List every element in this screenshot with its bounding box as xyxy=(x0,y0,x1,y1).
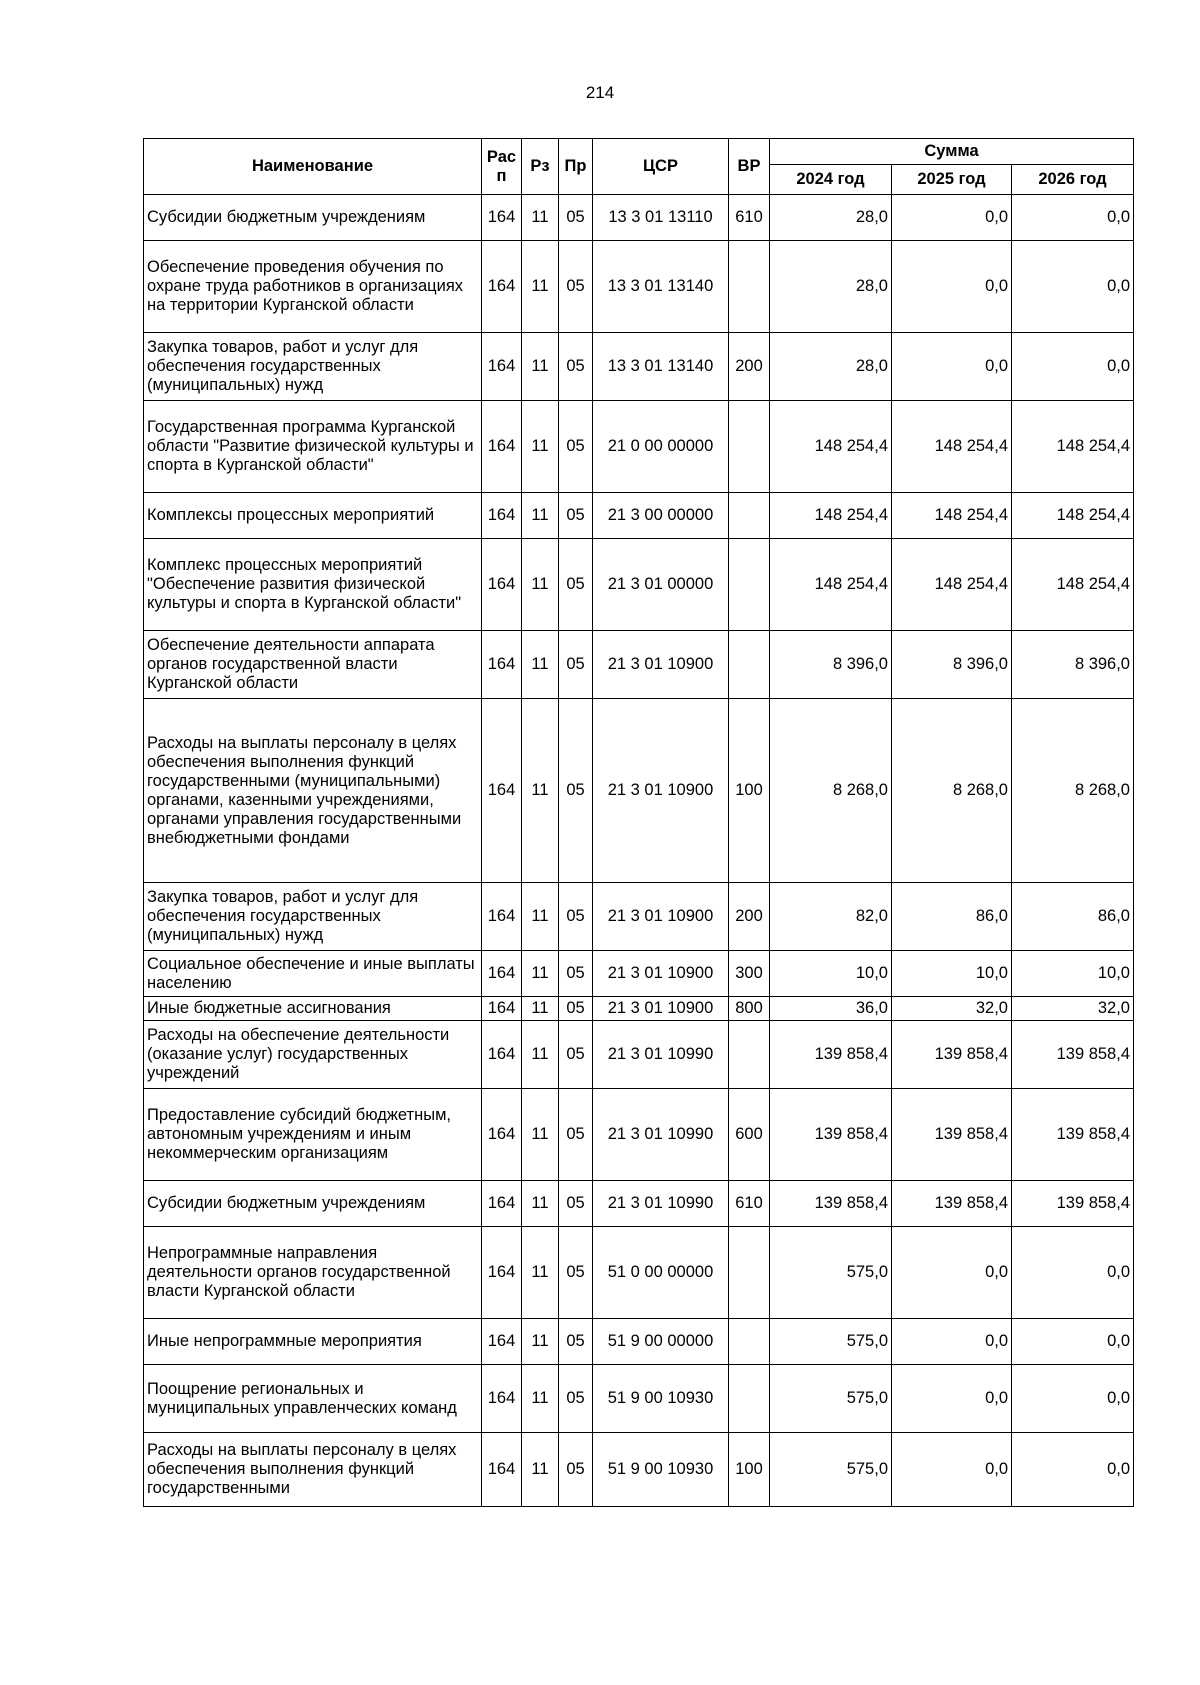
row-sum-2024: 575,0 xyxy=(770,1227,892,1319)
row-name: Поощрение региональных и муниципальных управленческих команд xyxy=(144,1365,482,1433)
row-sum-2024: 575,0 xyxy=(770,1319,892,1365)
table-row xyxy=(144,493,1134,539)
row-sum-2025: 0,0 xyxy=(892,1365,1012,1433)
row-vr: 200 xyxy=(729,333,770,401)
row-csr: 21 3 01 10900 xyxy=(593,951,729,997)
row-sum-2025: 0,0 xyxy=(892,1433,1012,1507)
row-rasp: 164 xyxy=(482,1181,522,1227)
row-name: Предоставление субсидий бюджетным, автономным учреждениям и иным некоммерческим организациям xyxy=(144,1089,482,1181)
row-vr xyxy=(729,493,770,539)
row-pr: 05 xyxy=(559,195,593,241)
row-rz: 11 xyxy=(522,699,559,883)
row-rz: 11 xyxy=(522,1365,559,1433)
row-vr: 600 xyxy=(729,1089,770,1181)
row-pr: 05 xyxy=(559,1365,593,1433)
row-sum-2024: 148 254,4 xyxy=(770,493,892,539)
row-sum-2025: 0,0 xyxy=(892,241,1012,333)
row-rz: 11 xyxy=(522,539,559,631)
table-row xyxy=(144,997,1134,1021)
row-csr: 21 0 00 00000 xyxy=(593,401,729,493)
table-row xyxy=(144,333,1134,401)
row-rasp: 164 xyxy=(482,1365,522,1433)
row-sum-2025: 0,0 xyxy=(892,333,1012,401)
row-sum-2024: 575,0 xyxy=(770,1365,892,1433)
row-pr: 05 xyxy=(559,1433,593,1507)
row-csr: 51 9 00 10930 xyxy=(593,1365,729,1433)
row-csr: 21 3 00 00000 xyxy=(593,493,729,539)
header-rz: Рз xyxy=(522,139,559,195)
row-pr: 05 xyxy=(559,1089,593,1181)
row-csr: 13 3 01 13140 xyxy=(593,333,729,401)
row-sum-2026: 86,0 xyxy=(1012,883,1134,951)
row-name: Обеспечение деятельности аппарата органов государственной власти Курганской области xyxy=(144,631,482,699)
row-sum-2025: 139 858,4 xyxy=(892,1181,1012,1227)
row-sum-2026: 10,0 xyxy=(1012,951,1134,997)
row-vr: 100 xyxy=(729,699,770,883)
row-rz: 11 xyxy=(522,195,559,241)
row-rasp: 164 xyxy=(482,241,522,333)
row-rz: 11 xyxy=(522,883,559,951)
row-rz: 11 xyxy=(522,1021,559,1089)
row-rasp: 164 xyxy=(482,539,522,631)
header-rasp: Рас п xyxy=(482,139,522,195)
row-sum-2025: 0,0 xyxy=(892,1227,1012,1319)
table-row xyxy=(144,195,1134,241)
row-vr xyxy=(729,1021,770,1089)
row-sum-2025: 0,0 xyxy=(892,1319,1012,1365)
row-sum-2024: 28,0 xyxy=(770,195,892,241)
row-name: Закупка товаров, работ и услуг для обеспечения государственных (муниципальных) нужд xyxy=(144,883,482,951)
row-rasp: 164 xyxy=(482,1227,522,1319)
row-rasp: 164 xyxy=(482,699,522,883)
row-csr: 21 3 01 10900 xyxy=(593,997,729,1021)
row-csr: 51 0 00 00000 xyxy=(593,1227,729,1319)
row-sum-2025: 148 254,4 xyxy=(892,493,1012,539)
row-sum-2024: 148 254,4 xyxy=(770,401,892,493)
row-sum-2024: 10,0 xyxy=(770,951,892,997)
row-sum-2025: 139 858,4 xyxy=(892,1089,1012,1181)
table-body xyxy=(144,195,1134,1507)
row-sum-2024: 82,0 xyxy=(770,883,892,951)
row-sum-2024: 139 858,4 xyxy=(770,1089,892,1181)
row-name: Субсидии бюджетным учреждениям xyxy=(144,1181,482,1227)
row-pr: 05 xyxy=(559,1227,593,1319)
row-rasp: 164 xyxy=(482,1319,522,1365)
row-sum-2026: 148 254,4 xyxy=(1012,401,1134,493)
row-vr xyxy=(729,631,770,699)
table-row xyxy=(144,401,1134,493)
row-vr: 610 xyxy=(729,1181,770,1227)
row-sum-2026: 8 396,0 xyxy=(1012,631,1134,699)
row-name: Комплекс процессных мероприятий "Обеспечение развития физической культуры и спорта в Курганской области" xyxy=(144,539,482,631)
row-sum-2025: 0,0 xyxy=(892,195,1012,241)
row-sum-2024: 28,0 xyxy=(770,333,892,401)
row-pr: 05 xyxy=(559,883,593,951)
table-header xyxy=(144,139,1134,195)
row-vr: 610 xyxy=(729,195,770,241)
row-sum-2025: 10,0 xyxy=(892,951,1012,997)
row-name: Расходы на выплаты персоналу в целях обеспечения выполнения функций государственными (муниципальными) органами, казенными учреждениями, органами управления государственными внебюджетными фондами xyxy=(144,699,482,883)
row-sum-2025: 86,0 xyxy=(892,883,1012,951)
row-vr xyxy=(729,241,770,333)
table-row xyxy=(144,1181,1134,1227)
header-sum: Сумма xyxy=(770,139,1134,165)
row-sum-2024: 139 858,4 xyxy=(770,1181,892,1227)
row-sum-2025: 139 858,4 xyxy=(892,1021,1012,1089)
table-row xyxy=(144,1433,1134,1507)
row-sum-2024: 36,0 xyxy=(770,997,892,1021)
header-year-2026: 2026 год xyxy=(1012,165,1134,195)
row-sum-2026: 148 254,4 xyxy=(1012,539,1134,631)
row-name: Иные бюджетные ассигнования xyxy=(144,997,482,1021)
row-rz: 11 xyxy=(522,631,559,699)
row-rz: 11 xyxy=(522,493,559,539)
row-sum-2025: 32,0 xyxy=(892,997,1012,1021)
row-name: Расходы на выплаты персоналу в целях обеспечения выполнения функций государственными xyxy=(144,1433,482,1507)
row-csr: 21 3 01 10990 xyxy=(593,1089,729,1181)
row-rasp: 164 xyxy=(482,1021,522,1089)
table-row xyxy=(144,631,1134,699)
row-sum-2025: 8 268,0 xyxy=(892,699,1012,883)
row-name: Непрограммные направления деятельности органов государственной власти Курганской области xyxy=(144,1227,482,1319)
row-rasp: 164 xyxy=(482,401,522,493)
row-vr: 300 xyxy=(729,951,770,997)
row-pr: 05 xyxy=(559,631,593,699)
row-pr: 05 xyxy=(559,401,593,493)
row-vr xyxy=(729,1319,770,1365)
header-year-2025: 2025 год xyxy=(892,165,1012,195)
row-sum-2026: 0,0 xyxy=(1012,333,1134,401)
table-row xyxy=(144,539,1134,631)
row-csr: 21 3 01 10990 xyxy=(593,1181,729,1227)
row-name: Комплексы процессных мероприятий xyxy=(144,493,482,539)
row-sum-2025: 8 396,0 xyxy=(892,631,1012,699)
row-sum-2026: 0,0 xyxy=(1012,1227,1134,1319)
row-rasp: 164 xyxy=(482,195,522,241)
table-row xyxy=(144,1227,1134,1319)
header-year-2024: 2024 год xyxy=(770,165,892,195)
table-row xyxy=(144,699,1134,883)
page-number: 214 xyxy=(585,83,615,102)
row-rz: 11 xyxy=(522,401,559,493)
row-rasp: 164 xyxy=(482,997,522,1021)
row-sum-2025: 148 254,4 xyxy=(892,539,1012,631)
row-name: Расходы на обеспечение деятельности (оказание услуг) государственных учреждений xyxy=(144,1021,482,1089)
header-name: Наименование xyxy=(144,139,482,195)
row-name: Государственная программа Курганской области "Развитие физической культуры и спорта в Курганской области" xyxy=(144,401,482,493)
row-sum-2024: 28,0 xyxy=(770,241,892,333)
row-rz: 11 xyxy=(522,951,559,997)
table-row xyxy=(144,1089,1134,1181)
row-csr: 21 3 01 10900 xyxy=(593,699,729,883)
row-sum-2026: 0,0 xyxy=(1012,1365,1134,1433)
row-pr: 05 xyxy=(559,1181,593,1227)
row-sum-2024: 575,0 xyxy=(770,1433,892,1507)
budget-table xyxy=(143,138,1134,1507)
row-sum-2026: 0,0 xyxy=(1012,195,1134,241)
row-rz: 11 xyxy=(522,1181,559,1227)
row-rasp: 164 xyxy=(482,631,522,699)
row-vr: 800 xyxy=(729,997,770,1021)
row-pr: 05 xyxy=(559,997,593,1021)
row-name: Социальное обеспечение и иные выплаты населению xyxy=(144,951,482,997)
row-sum-2024: 139 858,4 xyxy=(770,1021,892,1089)
row-sum-2026: 8 268,0 xyxy=(1012,699,1134,883)
row-vr xyxy=(729,401,770,493)
header-csr: ЦСР xyxy=(593,139,729,195)
row-csr: 13 3 01 13110 xyxy=(593,195,729,241)
row-csr: 51 9 00 10930 xyxy=(593,1433,729,1507)
table-row xyxy=(144,1365,1134,1433)
row-rz: 11 xyxy=(522,333,559,401)
row-rz: 11 xyxy=(522,241,559,333)
row-rasp: 164 xyxy=(482,1433,522,1507)
table-row xyxy=(144,1319,1134,1365)
row-rz: 11 xyxy=(522,1433,559,1507)
row-rz: 11 xyxy=(522,1227,559,1319)
row-pr: 05 xyxy=(559,493,593,539)
row-rasp: 164 xyxy=(482,1089,522,1181)
row-sum-2026: 148 254,4 xyxy=(1012,493,1134,539)
row-name: Иные непрограммные мероприятия xyxy=(144,1319,482,1365)
row-sum-2026: 139 858,4 xyxy=(1012,1181,1134,1227)
row-csr: 21 3 01 10990 xyxy=(593,1021,729,1089)
header-pr: Пр xyxy=(559,139,593,195)
row-rz: 11 xyxy=(522,1089,559,1181)
row-vr xyxy=(729,1227,770,1319)
row-pr: 05 xyxy=(559,699,593,883)
row-sum-2024: 148 254,4 xyxy=(770,539,892,631)
row-sum-2026: 139 858,4 xyxy=(1012,1089,1134,1181)
row-csr: 21 3 01 00000 xyxy=(593,539,729,631)
row-rasp: 164 xyxy=(482,333,522,401)
table-row xyxy=(144,951,1134,997)
row-sum-2026: 0,0 xyxy=(1012,1319,1134,1365)
row-csr: 21 3 01 10900 xyxy=(593,883,729,951)
row-sum-2024: 8 268,0 xyxy=(770,699,892,883)
row-rz: 11 xyxy=(522,997,559,1021)
row-sum-2026: 0,0 xyxy=(1012,241,1134,333)
header-vr: ВР xyxy=(729,139,770,195)
row-sum-2024: 8 396,0 xyxy=(770,631,892,699)
row-pr: 05 xyxy=(559,539,593,631)
row-pr: 05 xyxy=(559,1319,593,1365)
row-sum-2026: 139 858,4 xyxy=(1012,1021,1134,1089)
row-rasp: 164 xyxy=(482,493,522,539)
row-name: Субсидии бюджетным учреждениям xyxy=(144,195,482,241)
table-row xyxy=(144,883,1134,951)
row-vr xyxy=(729,1365,770,1433)
row-sum-2026: 32,0 xyxy=(1012,997,1134,1021)
row-csr: 13 3 01 13140 xyxy=(593,241,729,333)
table-row xyxy=(144,1021,1134,1089)
row-rasp: 164 xyxy=(482,883,522,951)
row-pr: 05 xyxy=(559,951,593,997)
row-name: Закупка товаров, работ и услуг для обеспечения государственных (муниципальных) нужд xyxy=(144,333,482,401)
row-csr: 21 3 01 10900 xyxy=(593,631,729,699)
row-rz: 11 xyxy=(522,1319,559,1365)
row-rasp: 164 xyxy=(482,951,522,997)
row-pr: 05 xyxy=(559,241,593,333)
row-vr: 200 xyxy=(729,883,770,951)
table-row xyxy=(144,241,1134,333)
row-pr: 05 xyxy=(559,1021,593,1089)
row-name: Обеспечение проведения обучения по охране труда работников в организациях на территории Курганской области xyxy=(144,241,482,333)
row-csr: 51 9 00 00000 xyxy=(593,1319,729,1365)
row-vr: 100 xyxy=(729,1433,770,1507)
row-sum-2025: 148 254,4 xyxy=(892,401,1012,493)
row-pr: 05 xyxy=(559,333,593,401)
row-vr xyxy=(729,539,770,631)
row-sum-2026: 0,0 xyxy=(1012,1433,1134,1507)
